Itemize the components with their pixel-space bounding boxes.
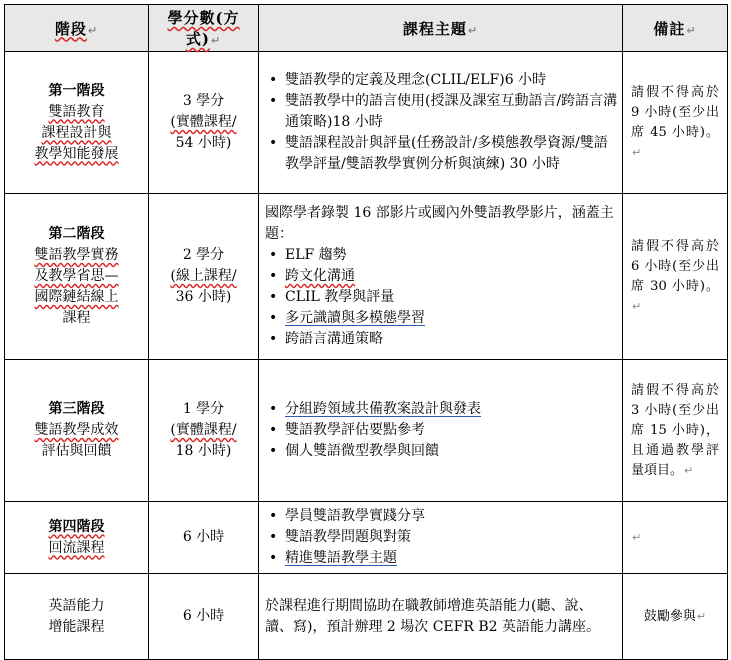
list-item: • 雙語教學問題與對策 xyxy=(285,527,618,548)
credits-cell xyxy=(149,502,259,574)
topics-intro: 於課程進行期間協助在職教師增進英語能力(聽、說、讀、寫)，預計辦理 2 場次 CEFR B2 英語能力講座。 xyxy=(265,597,601,635)
stage-line: 回流課程 xyxy=(48,539,105,556)
list-item: • 雙語教學評估要點參考 xyxy=(285,420,618,441)
note-cell: ↵ xyxy=(623,502,728,574)
topics-cell xyxy=(259,52,623,194)
credits-line: (實體課程/ xyxy=(170,422,237,438)
header-notes: 備註↵ xyxy=(623,5,728,52)
credits-cell xyxy=(149,360,259,502)
stage-cell xyxy=(5,52,149,194)
topics-cell xyxy=(259,502,623,574)
header-row xyxy=(5,5,728,52)
list-item: • 精進雙語教學主題 xyxy=(285,548,618,569)
stage-line: 雙語教學實務 xyxy=(34,247,119,263)
header-stage: 階段↵ xyxy=(5,5,149,52)
topics-cell xyxy=(259,360,623,502)
stage-title: 第三階段 xyxy=(48,401,105,417)
list-item: • 雙語教學中的語言使用(授課及課室互動語言/跨語言溝通策略)18 小時 xyxy=(285,91,618,133)
list-item: • CLIL 教學與評量 xyxy=(285,287,618,308)
stage-line: 國際鏈結線上 xyxy=(34,289,119,305)
list-item: • 多元識讀與多模態學習 xyxy=(285,308,618,329)
stage-line: 評估與回饋 xyxy=(41,443,112,459)
topics-cell xyxy=(259,194,623,360)
credits-line: 18 小時) xyxy=(175,443,232,459)
topics-intro: 國際學者錄製 16 部影片或國內外雙語教學影片，涵蓋主題： xyxy=(265,205,614,242)
stage-line: 英語能力 xyxy=(48,597,105,614)
note-cell: 請假不得高於 9 小時(至少出席 45 小時)。↵ xyxy=(623,52,728,194)
stage-cell xyxy=(5,194,149,360)
note-cell: 請假不得高於 3 小時(至少出席 15 小時)，且通過教學評量項目。↵ xyxy=(623,360,728,502)
note-cell: 鼓勵參與↵ xyxy=(623,574,728,660)
credits-line: 3 學分 xyxy=(182,93,225,109)
table-row xyxy=(5,52,728,194)
credits-line: 1 學分 xyxy=(182,401,225,417)
stage-line: 增能課程 xyxy=(48,618,105,635)
note-cell: 請假不得高於 6 小時(至少出席 30 小時)。↵ xyxy=(623,194,728,360)
credits-line: (實體課程/ xyxy=(170,114,237,130)
stage-cell xyxy=(5,360,149,502)
stage-line: 雙語教學成效 xyxy=(34,422,119,438)
course-table xyxy=(4,4,728,660)
credits-line: 54 小時) xyxy=(175,135,232,151)
list-item: • 個人雙語微型教學與回饋 xyxy=(285,441,618,462)
stage-title: 第二階段 xyxy=(48,226,105,242)
header-topics: 課程主題↵ xyxy=(259,5,623,52)
list-item: • 跨文化溝通 xyxy=(285,266,618,287)
list-item: • 跨語言溝通策略 xyxy=(285,329,618,350)
credits-line: 6 小時 xyxy=(182,529,225,545)
list-item: • 雙語教學的定義及理念(CLIL/ELF)6 小時 xyxy=(285,70,618,91)
stage-title: 第一階段 xyxy=(48,82,105,99)
header-credits: 學分數(方式)↵ xyxy=(149,5,259,52)
table-row xyxy=(5,502,728,574)
topics-cell xyxy=(259,574,623,660)
credits-line: (線上課程/ xyxy=(170,268,237,284)
credits-cell xyxy=(149,194,259,360)
table-row xyxy=(5,574,728,660)
stage-line: 雙語教育 xyxy=(48,103,105,120)
list-item: • 學員雙語教學實踐分享 xyxy=(285,506,618,527)
stage-line: 教學知能發展 xyxy=(34,145,119,162)
list-item: • 分組跨領域共備教案設計與發表 xyxy=(285,399,618,420)
stage-title: 第四階段 xyxy=(48,518,105,535)
list-item: • 雙語課程設計與評量(任務設計/多模態教學資源/雙語教學評量/雙語教學實例分析與演練) 30 小時 xyxy=(285,133,618,175)
credits-line: 6 小時 xyxy=(182,608,225,624)
stage-line: 課程設計與 xyxy=(41,124,112,141)
credits-line: 2 學分 xyxy=(182,247,225,263)
credits-cell xyxy=(149,52,259,194)
stage-line: 及教學省思— xyxy=(34,268,119,284)
stage-cell xyxy=(5,502,149,574)
table-row xyxy=(5,194,728,360)
stage-line: 課程 xyxy=(62,310,91,326)
list-item: • ELF 趨勢 xyxy=(285,245,618,266)
stage-cell xyxy=(5,574,149,660)
credits-cell xyxy=(149,574,259,660)
credits-line: 36 小時) xyxy=(175,289,232,305)
table-row xyxy=(5,360,728,502)
